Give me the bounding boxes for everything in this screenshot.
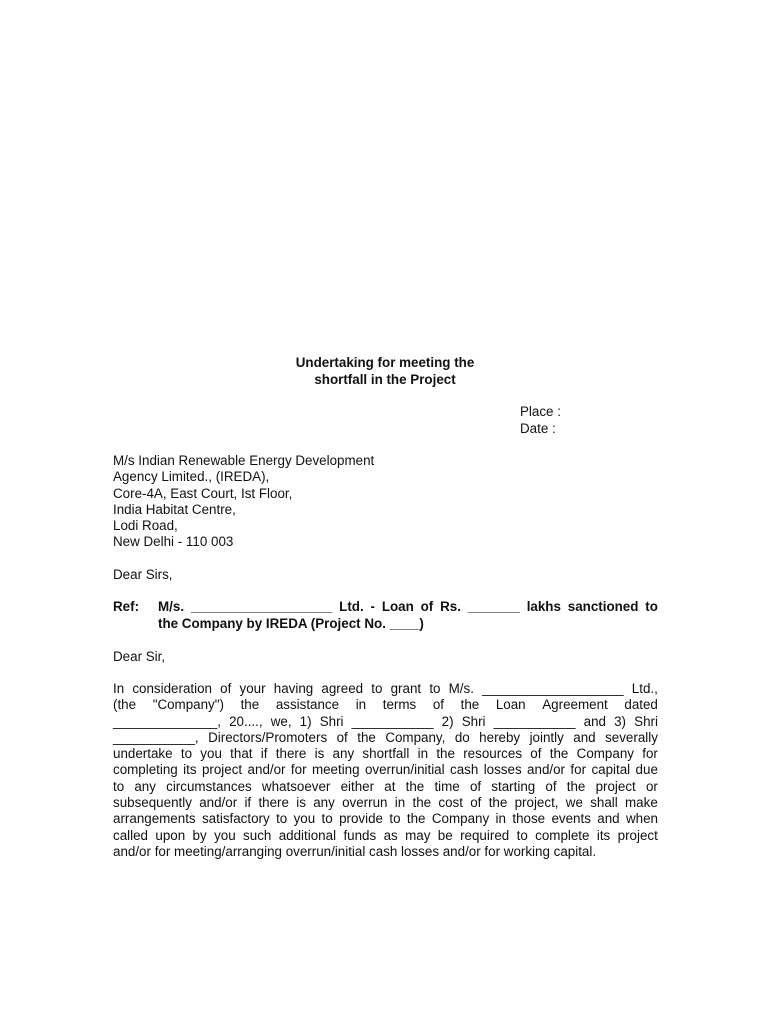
paragraph-line: ______________, 20...., we, 1) Shri ___________ 2) Shri ___________ and 3) Shri [113,713,658,729]
paragraph-line: undertake to you that if there is any shortfall in the resources of the Company for [113,746,658,762]
address-line: India Habitat Centre, [113,501,236,517]
date-label: Date : [520,421,556,436]
place-label: Place : [520,404,561,419]
address-line: Agency Limited., (IREDA), [113,469,270,485]
address-line: Lodi Road, [113,518,178,534]
paragraph-line: subsequently and/or if there is any overrun in the cost of the project, we shall make [113,795,658,811]
addressee-block [113,453,374,551]
title-line-1: Undertaking for meeting the [295,355,475,370]
paragraph-line: completing its project and/or for meeting overrun/initial cash losses and/or for capital due [113,762,658,778]
paragraph-line: In consideration of your having agreed to grant to M/s. ___________________ Ltd., [113,681,658,696]
undertaking-paragraph [113,681,658,860]
address-line: M/s Indian Renewable Energy Development [113,453,375,468]
salutation-dear-sir: Dear Sir, [113,649,166,664]
title-line-2: shortfall in the Project [314,372,456,387]
paragraph-line: (the "Company") the assistance in terms of the Loan Agreement dated [113,697,658,713]
paragraph-line: and/or for meeting/arranging overrun/initial cash losses and/or for working capital. [113,843,597,859]
paragraph-line: ___________, Directors/Promoters of the Company, do hereby jointly and severally [113,729,658,745]
ref-label: Ref: [113,599,140,614]
paragraph-line: called upon by you such additional funds as may be required to complete its project [113,827,658,843]
document-title [0,354,770,388]
paragraph-line: arrangements satisfactory to you to provide to the Company in those events and when [113,811,658,827]
ref-body [158,599,658,633]
ref-line-2: the Company by IREDA (Project No. ____) [158,616,424,631]
place-date-block [520,404,561,438]
address-line: Core-4A, East Court, Ist Floor, [113,485,293,501]
salutation-dear-sirs: Dear Sirs, [113,567,173,582]
ref-line-1: M/s. ___________________ Ltd. - Loan of Rs. _______ lakhs sanctioned to [158,599,658,614]
paragraph-line: to any circumstances whatsoever either at the time of starting of the project or [113,778,658,794]
address-line: New Delhi - 110 003 [113,534,234,550]
